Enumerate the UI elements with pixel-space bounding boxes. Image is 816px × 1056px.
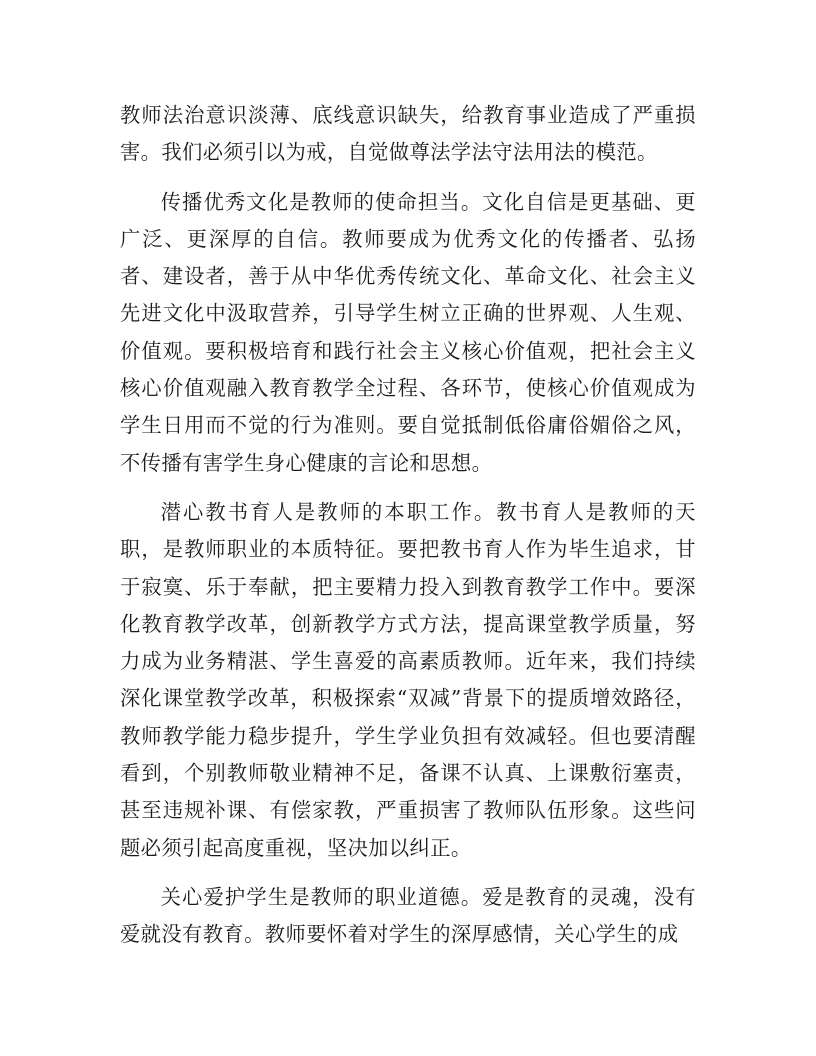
paragraph-caring-students: 关心爱护学生是教师的职业道德。爱是教育的灵魂，没有爱就没有教育。教师要怀着对学生的深厚感情，关心学生的成 [120, 884, 696, 947]
paragraph-teaching-duty: 潜心教书育人是教师的本职工作。教书育人是教师的天职，是教师职业的本质特征。要把教书育人作为毕生追求，甘于寂寞、乐于奉献，把主要精力投入到教育教学工作中。要深化教育教学改革，创新教学方式方法，提高课堂教学质量，努力成为业务精湛、学生喜爱的高素质教师。近年来，我们持续深化课堂教学改革，积极探索“双减”背景下的提质增效路径，教师教学能力稳步提升，学生学业负担有效减轻。但也要清醒看到，个别教师敬业精神不足，备课不认真、上课敷衍塞责，甚至违规补课、有偿家教，严重损害了教师队伍形象。这些问题必须引起高度重视，坚决加以纠正。 [120, 499, 696, 860]
document-page [120, 97, 696, 966]
paragraph-continued: 教师法治意识淡薄、底线意识缺失，给教育事业造成了严重损害。我们必须引以为戒，自觉做尊法学法守法用法的模范。 [120, 103, 696, 165]
paragraph-cultural-mission: 传播优秀文化是教师的使命担当。文化自信是更基础、更广泛、更深厚的自信。教师要成为优秀文化的传播者、弘扬者、建设者，善于从中华优秀传统文化、革命文化、社会主义先进文化中汲取营养，引导学生树立正确的世界观、人生观、价值观。要积极培育和践行社会主义核心价值观，把社会主义核心价值观融入教育教学全过程、各环节，使核心价值观成为学生日用而不觉的行为准则。要自觉抵制低俗庸俗媚俗之风，不传播有害学生身心健康的言论和思想。 [120, 189, 696, 475]
